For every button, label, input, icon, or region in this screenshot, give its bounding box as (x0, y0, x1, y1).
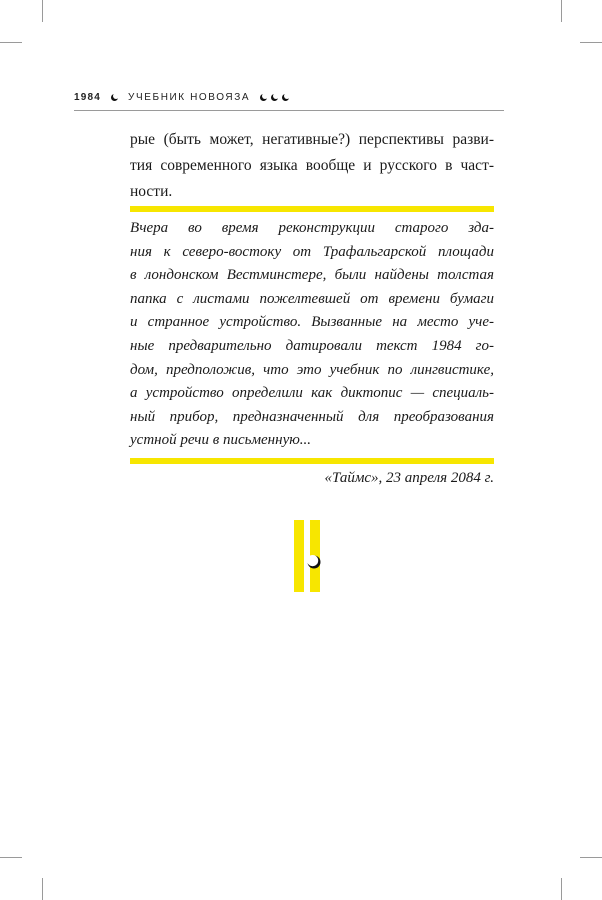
quote-line: в лондонском Вестминстере, были найдены толстая (130, 267, 494, 284)
quote-line: ния к северо-востоку от Трафальгарской площади (130, 243, 494, 260)
crop-mark-top-right-vertical (561, 0, 562, 22)
crop-mark-top-left (0, 42, 22, 43)
quote-bottom-rule (130, 458, 494, 464)
crop-mark-bottom-left (0, 857, 22, 858)
quote-line: а устройство определили как диктопис — специаль- (130, 385, 494, 402)
running-head (74, 92, 291, 103)
crop-mark-bottom-right-vertical (561, 878, 562, 900)
crop-mark-bottom-right (580, 857, 602, 858)
quote-attribution: «Таймс», 23 апреля 2084 г. (324, 470, 494, 486)
crescent-moon-icon (111, 94, 118, 101)
emblem-bar-left (294, 520, 304, 592)
quote-line: ные предварительно датировали текст 1984 го- (130, 337, 494, 354)
quote-line: дом, предположив, что это учебник по лингвистике, (130, 361, 494, 378)
body-line: ности. (130, 183, 173, 200)
crop-mark-top-left-vertical (42, 0, 43, 22)
body-paragraph (130, 127, 494, 205)
book-title: УЧЕБНИК НОВОЯЗА (128, 92, 251, 103)
body-line: рые (быть может, негативные?) перспективы разви- (130, 131, 494, 148)
double-bar-crescent-icon (294, 520, 324, 592)
epigraph-quote (130, 217, 494, 453)
crescent-moon-icon (271, 94, 278, 101)
body-line: тия современного языка вообще и русского в част- (130, 157, 494, 174)
crop-mark-top-right (580, 42, 602, 43)
header-rule (74, 110, 504, 111)
quote-line: Вчера во время реконструкции старого зда- (130, 220, 494, 236)
quote-line: устной речи в письменную... (130, 432, 312, 449)
quote-line: ный прибор, предназначенный для преобразования (130, 408, 494, 425)
crop-mark-bottom-left-vertical (42, 878, 43, 900)
quote-line: и странное устройство. Вызванные на место уче- (130, 314, 494, 331)
crescent-moon-icon (307, 555, 321, 569)
crescent-moon-icon (260, 94, 267, 101)
quote-line: папка с листами пожелтевшей от времени бумаги (130, 290, 494, 307)
crescent-moon-icon (282, 94, 289, 101)
page-folio: 1984 (74, 92, 102, 103)
quote-top-rule (130, 206, 494, 212)
